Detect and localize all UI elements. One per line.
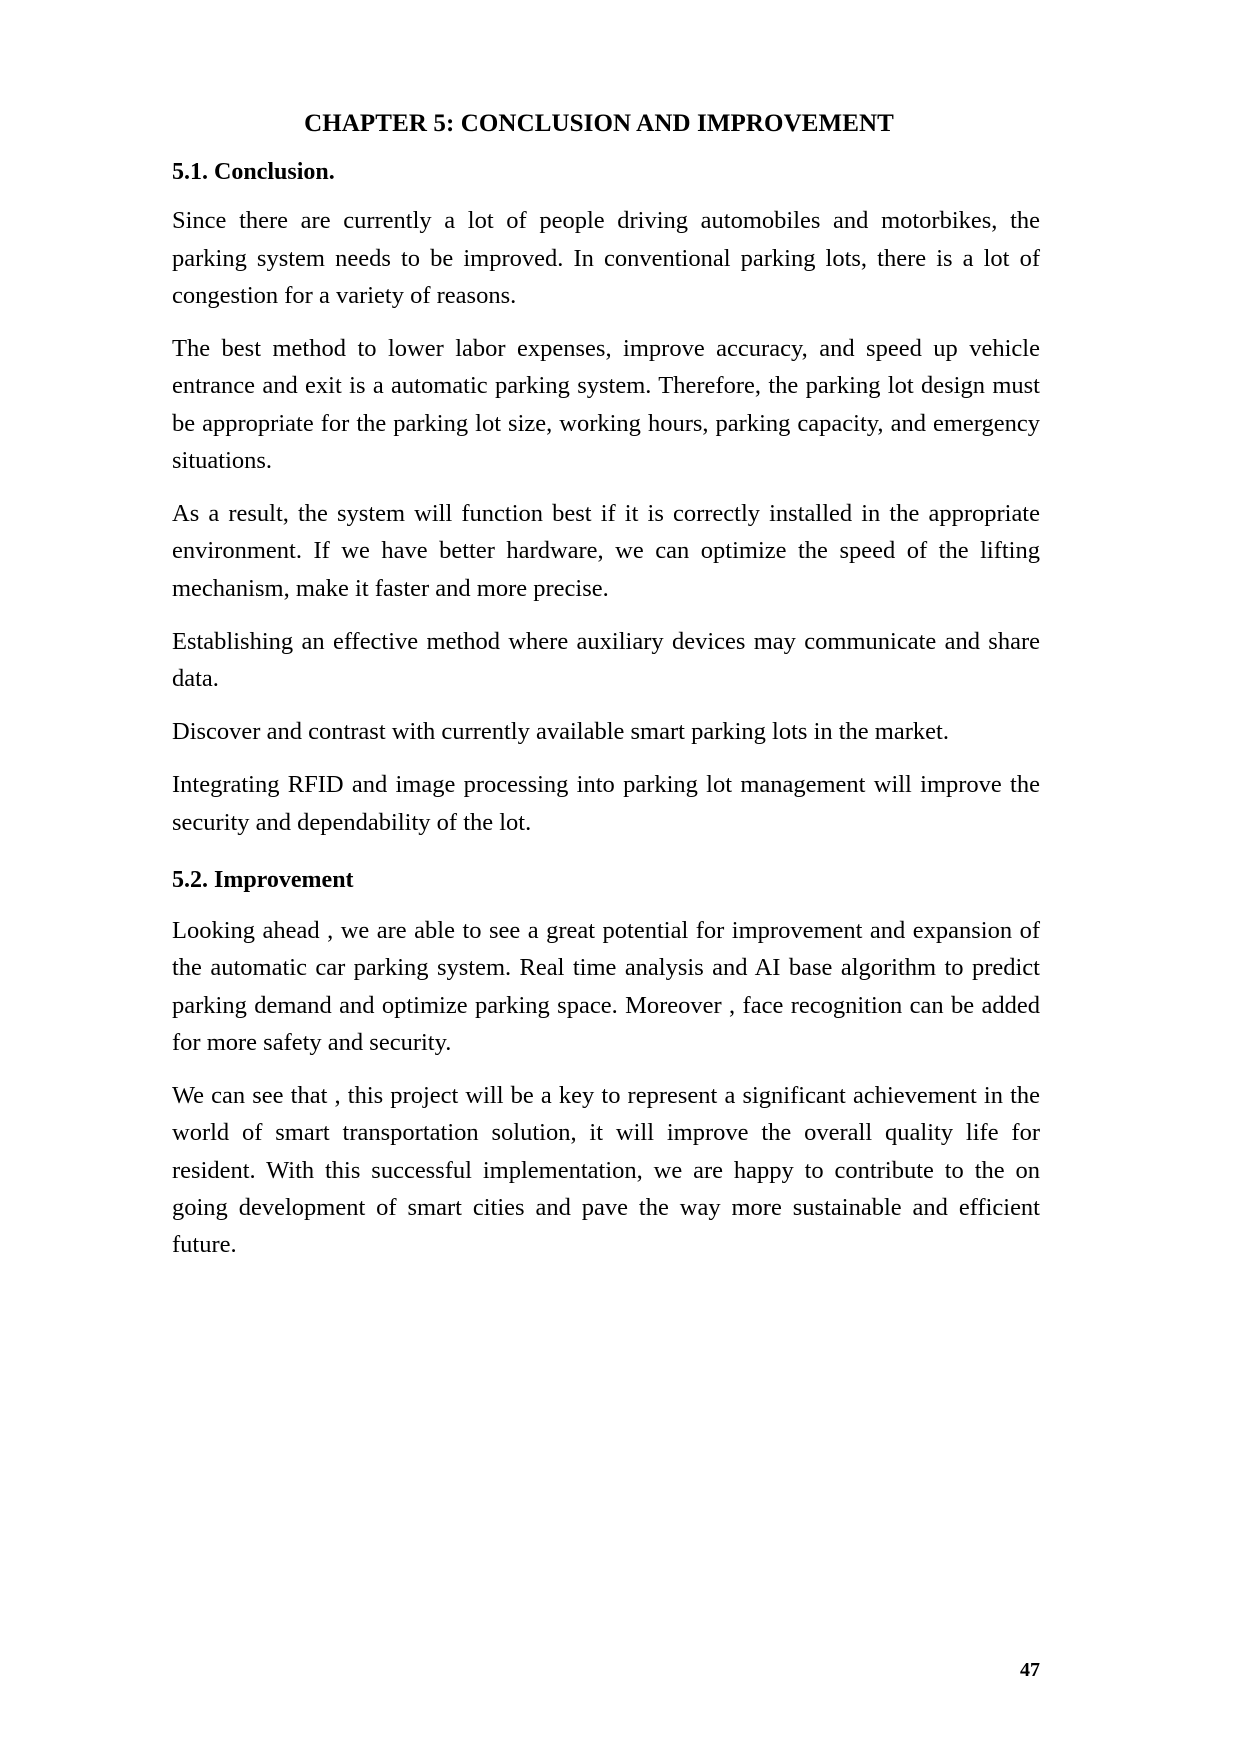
paragraph: Looking ahead , we are able to see a great potential for improvement and expansion of the automatic car parking system. Real time analysis and AI base algorithm to predict parking demand and optimize parking space. Moreover , face recognition can be added for more safety and security. bbox=[172, 917, 1040, 1056]
section-heading-conclusion: 5.1. Conclusion. bbox=[172, 159, 335, 186]
page-number: 47 bbox=[1020, 1659, 1040, 1681]
paragraph: As a result, the system will function best if it is correctly installed in the appropriate environment. If we have better hardware, we can optimize the speed of the lifting mechanism, make it faster and more precise. bbox=[172, 500, 1040, 602]
paragraph: Integrating RFID and image processing into parking lot management will improve the security and dependability of the lot. bbox=[172, 771, 1040, 836]
paragraph: Discover and contrast with currently available smart parking lots in the market. bbox=[172, 718, 949, 746]
section-heading-improvement: 5.2. Improvement bbox=[172, 866, 354, 893]
paragraph: Establishing an effective method where auxiliary devices may communicate and share data. bbox=[172, 627, 1040, 693]
paragraph: Since there are currently a lot of people driving automobiles and motorbikes, the parking system needs to be improved. In conventional parking lots, there is a lot of congestion for a variety of reasons. bbox=[172, 207, 1040, 309]
paragraph: The best method to lower labor expenses, improve accuracy, and speed up vehicle entrance and exit is a automatic parking system. Therefore, the parking lot design must be appropriate for the parking lot size, working hours, parking capacity, and emergency situations. bbox=[172, 335, 1040, 474]
page-title: CHAPTER 5: CONCLUSION AND IMPROVEMENT bbox=[304, 110, 894, 137]
paragraph: We can see that , this project will be a key to represent a significant achievement in the world of smart transportation solution, it will improve the overall quality life for resident. With this successful implementation, we are happy to contribute to the on going development of smart cities and pave the way more sustainable and efficient future. bbox=[172, 1082, 1040, 1259]
